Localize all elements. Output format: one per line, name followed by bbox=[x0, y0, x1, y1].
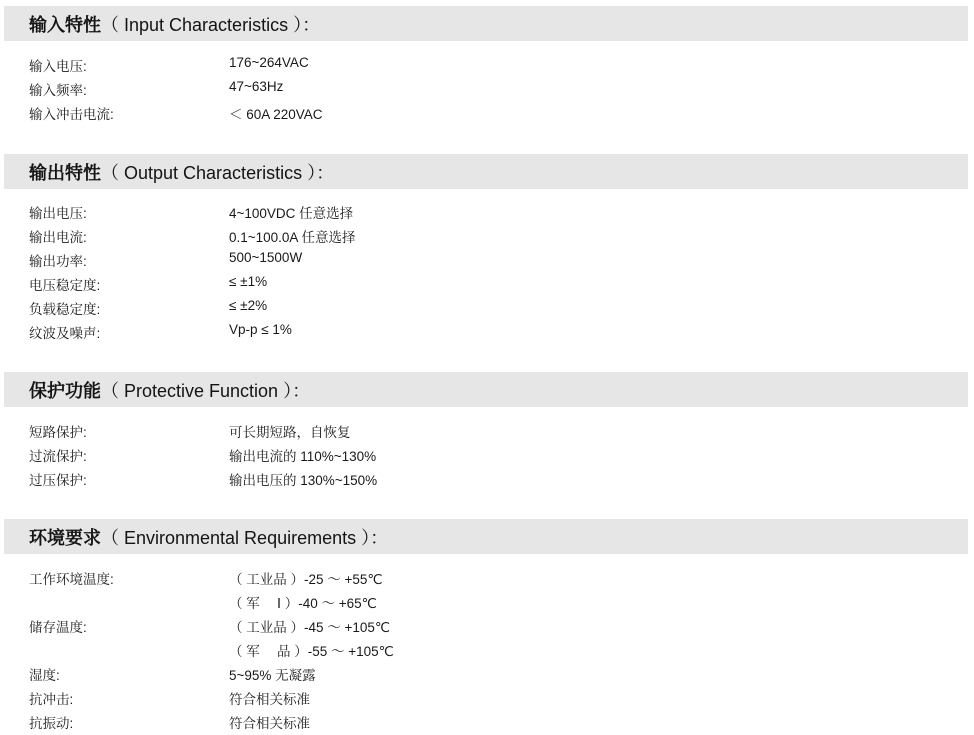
spec-row bbox=[0, 295, 974, 319]
spec-label: 过流保护: bbox=[29, 449, 87, 464]
spec-label: 工作环境温度: bbox=[29, 572, 114, 587]
spec-label: 输出功率: bbox=[29, 254, 87, 269]
spec-value: （ 军 品 ）-55 ～ +105℃ bbox=[229, 644, 394, 659]
spec-label: 输出电压: bbox=[29, 206, 87, 221]
spec-value: 500~1500W bbox=[229, 250, 303, 265]
spec-value: 5~95% 无凝露 bbox=[229, 668, 316, 683]
section-header-input bbox=[4, 6, 968, 41]
section-title-cn: 输出特性 bbox=[29, 162, 101, 183]
spec-label: 抗冲击: bbox=[29, 692, 74, 707]
spec-row bbox=[0, 52, 974, 76]
spec-row bbox=[0, 661, 974, 685]
spec-row bbox=[0, 271, 974, 295]
spec-label: 抗振动: bbox=[29, 716, 74, 731]
section-header-output bbox=[4, 154, 968, 189]
spec-row bbox=[0, 637, 974, 661]
spec-row bbox=[0, 319, 974, 343]
spec-value: （ 工业品 ）-25 ～ +55℃ bbox=[229, 572, 383, 587]
spec-label: 输入冲击电流: bbox=[29, 107, 114, 122]
spec-value: （ 工业品 ）-45 ～ +105℃ bbox=[229, 620, 391, 635]
spec-value: ＜ 60A 220VAC bbox=[229, 107, 323, 122]
spec-label: 输入频率: bbox=[29, 83, 87, 98]
section-title-cn: 环境要求 bbox=[29, 527, 101, 548]
spec-value: Vp-p ≤ 1% bbox=[229, 322, 292, 337]
spec-row bbox=[0, 76, 974, 100]
spec-value: 47~63Hz bbox=[229, 79, 284, 94]
section-title-en: （ Input Characteristics ）： bbox=[101, 14, 321, 35]
spec-row bbox=[0, 685, 974, 709]
section-title-en: （ Protective Function ）： bbox=[101, 380, 311, 401]
spec-value: 可长期短路，自恢复 bbox=[229, 425, 351, 440]
spec-label: 纹波及噪声: bbox=[29, 326, 101, 341]
spec-label: 湿度: bbox=[29, 668, 60, 683]
spec-label: 输入电压: bbox=[29, 59, 87, 74]
spec-row bbox=[0, 100, 974, 124]
spec-row bbox=[0, 466, 974, 490]
spec-value: 输出电压的 130%~150% bbox=[229, 473, 378, 488]
spec-row bbox=[0, 442, 974, 466]
spec-label: 短路保护: bbox=[29, 425, 87, 440]
spec-value: 176~264VAC bbox=[229, 55, 309, 70]
spec-value: （ 军 Ⅰ ）-40 ～ +65℃ bbox=[229, 596, 377, 611]
spec-row bbox=[0, 418, 974, 442]
spec-row bbox=[0, 565, 974, 589]
spec-label: 输出电流: bbox=[29, 230, 87, 245]
spec-row bbox=[0, 613, 974, 637]
section-header-environmental bbox=[4, 519, 968, 554]
spec-value: 0.1~100.0A 任意选择 bbox=[229, 230, 356, 245]
section-header-protective bbox=[4, 372, 968, 407]
spec-label: 过压保护: bbox=[29, 473, 87, 488]
section-title-cn: 保护功能 bbox=[29, 380, 101, 401]
spec-row bbox=[0, 709, 974, 733]
spec-value: 符合相关标准 bbox=[229, 716, 310, 731]
spec-value: ≤ ±1% bbox=[229, 274, 268, 289]
spec-row bbox=[0, 199, 974, 223]
spec-row bbox=[0, 247, 974, 271]
spec-value: ≤ ±2% bbox=[229, 298, 268, 313]
spec-label: 储存温度: bbox=[29, 620, 87, 635]
section-title-en: （ Output Characteristics ）： bbox=[101, 162, 335, 183]
spec-value: 符合相关标准 bbox=[229, 692, 310, 707]
spec-label: 电压稳定度: bbox=[29, 278, 101, 293]
spec-value: 输出电流的 110%~130% bbox=[229, 449, 377, 464]
spec-row bbox=[0, 589, 974, 613]
spec-row bbox=[0, 223, 974, 247]
section-title-cn: 输入特性 bbox=[29, 14, 101, 35]
spec-label: 负载稳定度: bbox=[29, 302, 101, 317]
spec-value: 4~100VDC 任意选择 bbox=[229, 206, 354, 221]
section-title-en: （ Environmental Requirements ）： bbox=[101, 527, 389, 548]
